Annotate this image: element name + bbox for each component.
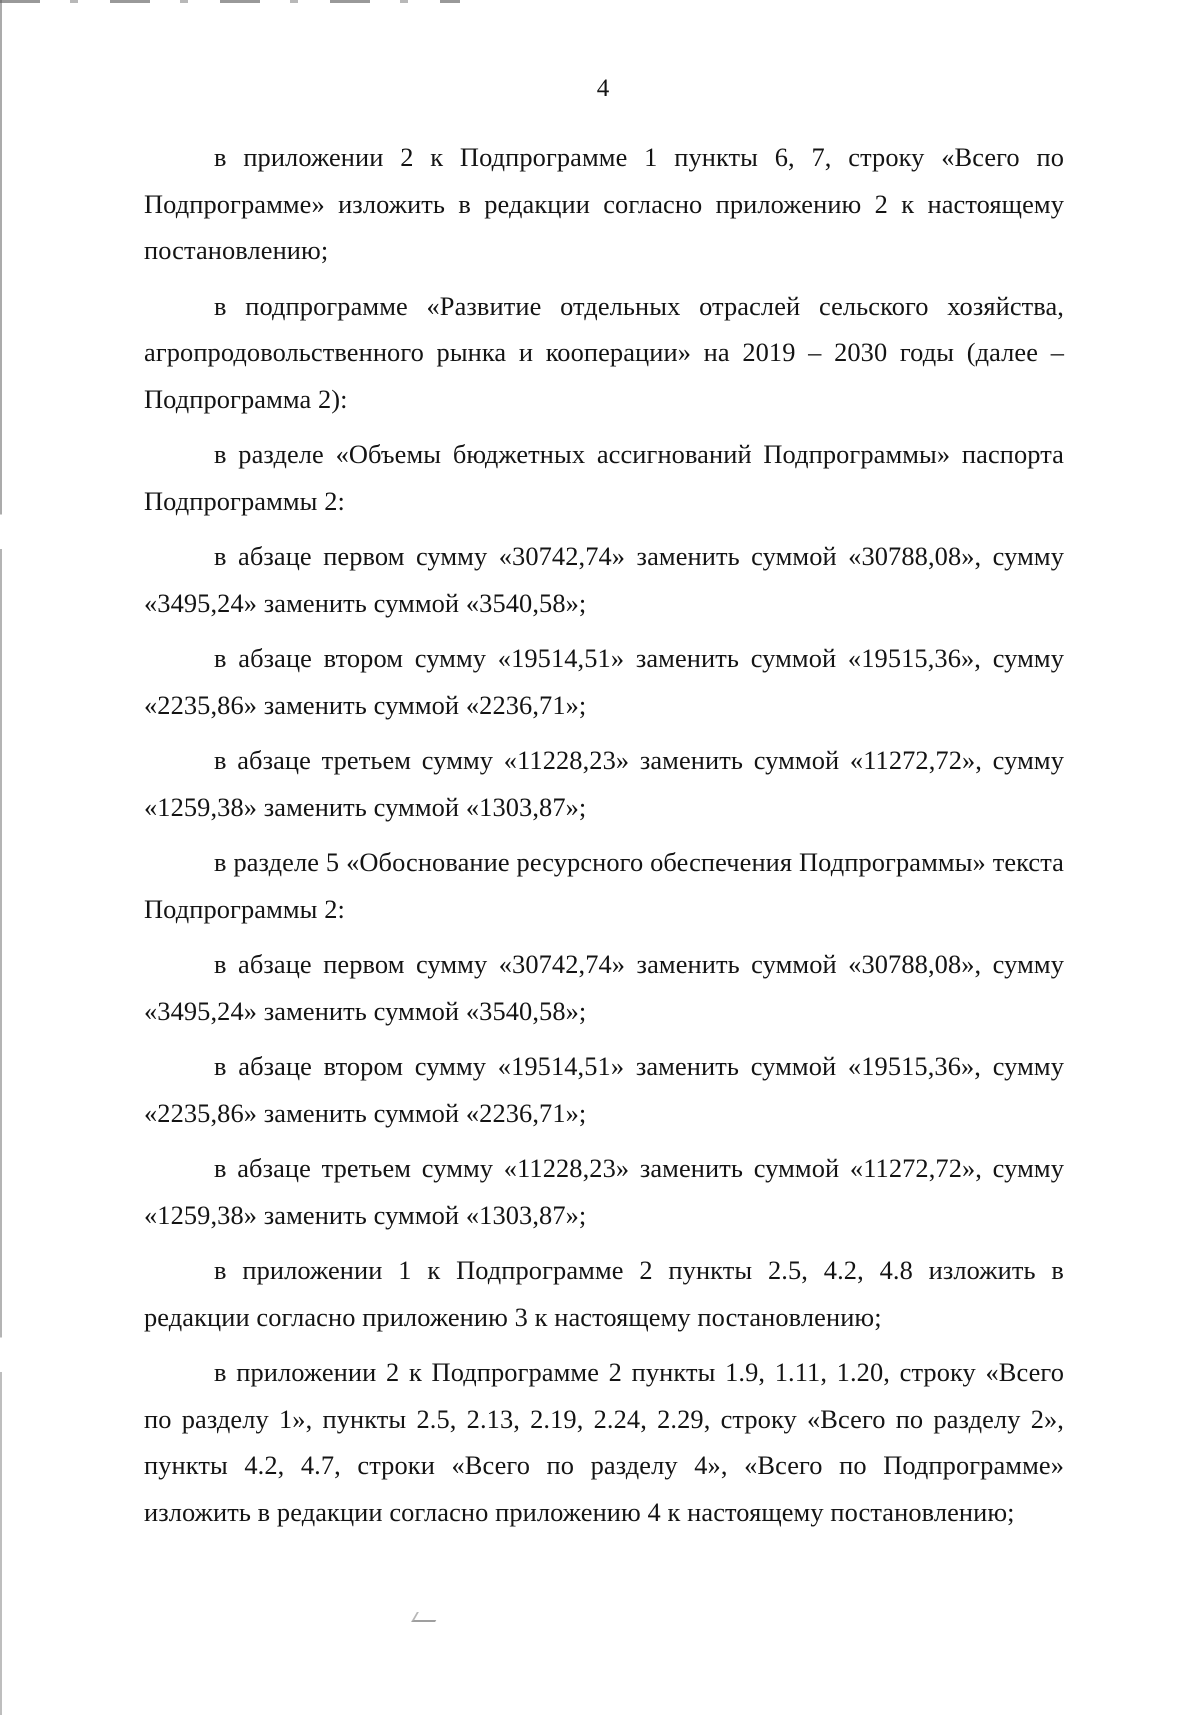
paragraph-section-5: в разделе 5 «Обоснование ресурсного обеспечения Подпрограммы» текста Подпрограммы 2: — [144, 847, 1064, 924]
paragraph-section-5-abzac-3: в абзаце третьем сумму «11228,23» заменить суммой «11272,72», сумму «1259,38» заменить суммой «1303,87»; — [144, 1153, 1064, 1230]
paragraph-passport-abzac-2: в абзаце втором сумму «19514,51» заменить суммой «19515,36», сумму «2235,86» заменить суммой «2236,71»; — [144, 643, 1064, 720]
scan-edge-top — [0, 0, 460, 3]
paragraph-passport-abzac-3: в абзаце третьем сумму «11228,23» заменить суммой «11272,72», сумму «1259,38» заменить суммой «1303,87»; — [144, 745, 1064, 822]
paragraph-passport-abzac-1: в абзаце первом сумму «30742,74» заменить суммой «30788,08», сумму «3495,24» заменить суммой «3540,58»; — [144, 541, 1064, 618]
paragraph-appendix-2-subprogram-2: в приложении 2 к Подпрограмме 2 пункты 1.9, 1.11, 1.20, строку «Всего по разделу 1», пункты 2.5, 2.13, 2.19, 2.24, 2.29, строку «Всего по разделу 2», пункты 4.2, 4.7, строки «Всего по разделу 4», «Всего по Подпрограмме» изложить в редакции согласно приложению 4 к настоящему постановлению; — [144, 1357, 1064, 1527]
paragraph-passport-section: в разделе «Объемы бюджетных ассигнований Подпрограммы» паспорта Подпрограммы 2: — [144, 439, 1064, 516]
scan-artifact-mark — [411, 1612, 441, 1622]
page-number: 4 — [596, 75, 610, 102]
document-body — [144, 134, 1064, 1544]
paragraph-subprogram-2-title: в подпрограмме «Развитие отдельных отраслей сельского хозяйства, агропродовольственного рынка и кооперации» на 2019 – 2030 годы (далее – Подпрограмма 2): — [144, 290, 1064, 414]
paragraph-appendix-2-subprogram-1: в приложении 2 к Подпрограмме 1 пункты 6, 7, строку «Всего по Подпрограмме» изложить в редакции согласно приложению 2 к настоящему постановлению; — [144, 142, 1064, 265]
paragraph-section-5-abzac-1: в абзаце первом сумму «30742,74» заменить суммой «30788,08», сумму «3495,24» заменить суммой «3540,58»; — [144, 949, 1064, 1026]
paragraph-appendix-1-subprogram-2: в приложении 1 к Подпрограмме 2 пункты 2.5, 4.2, 4.8 изложить в редакции согласно приложению 3 к настоящему постановлению; — [144, 1255, 1064, 1332]
paragraph-section-5-abzac-2: в абзаце втором сумму «19514,51» заменить суммой «19515,36», сумму «2235,86» заменить суммой «2236,71»; — [144, 1051, 1064, 1128]
scan-edge-left — [0, 0, 2, 1715]
